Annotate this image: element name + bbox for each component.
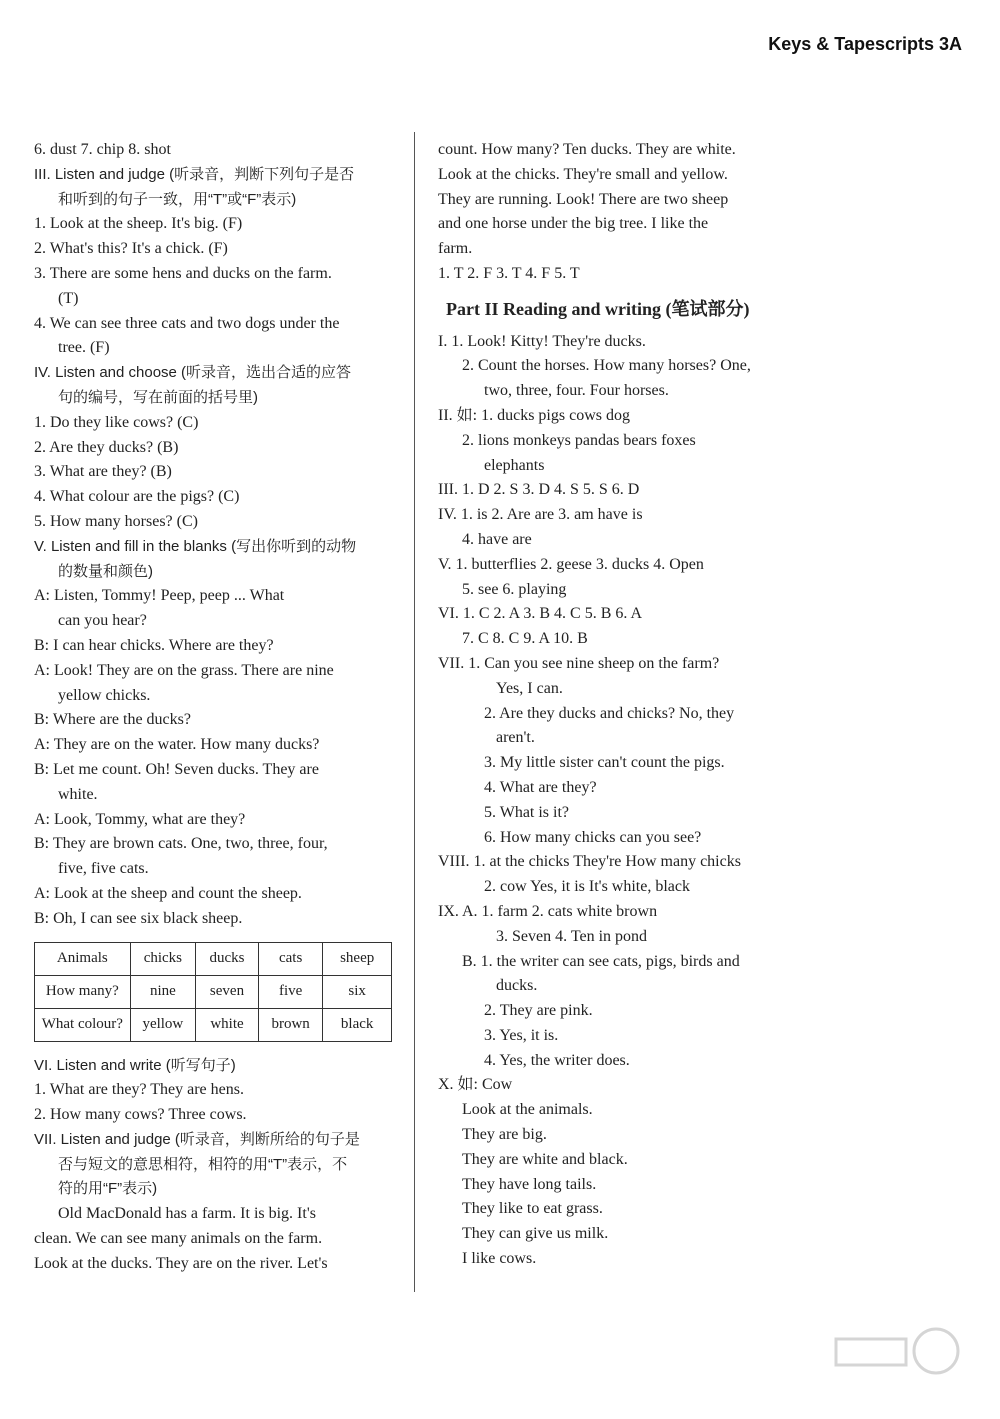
text-line: 2. Are they ducks? (B) [34, 438, 179, 456]
text-line: VIII. 1. at the chicks They're How many chicks [438, 853, 741, 871]
left-column [34, 138, 392, 1277]
text-line: 7. C 8. C 9. A 10. B [462, 630, 588, 648]
right-lines [438, 138, 800, 287]
table-cell: yellow [130, 1008, 195, 1041]
page-header: Keys & Tapescripts 3A [768, 34, 962, 54]
text-line: 2. cow Yes, it is It's white, black [484, 878, 690, 896]
text-line: 3. Seven 4. Ten in pond [496, 927, 648, 945]
table-cell: What colour? [35, 1008, 131, 1041]
table-cell: How many? [35, 975, 131, 1008]
text-line: two, three, four. Four horses. [484, 382, 669, 400]
table-cell: black [323, 1008, 392, 1041]
text-line: 符的用“F”表示) [58, 1180, 158, 1198]
text-line: IV. 1. is 2. Are are 3. am have is [438, 506, 643, 524]
text-line: VII. Listen and judge (听录音，判断所给的句子是 [34, 1130, 360, 1148]
text-line: farm. [438, 240, 473, 258]
left-lines-continued [34, 1054, 392, 1277]
text-line: 和听到的句子一致，用“T”或“F”表示) [58, 190, 297, 208]
text-line: 3. What are they? (B) [34, 463, 172, 481]
text-line: VI. 1. C 2. A 3. B 4. C 5. B 6. A [438, 605, 643, 623]
text-line: B: Oh, I can see six black sheep. [34, 909, 243, 927]
text-line: white. [58, 785, 98, 803]
table-cell: nine [130, 975, 195, 1008]
text-line: X. 如: Cow [438, 1076, 513, 1094]
text-line: 2. How many cows? Three cows. [34, 1106, 247, 1124]
table-cell: five [259, 975, 323, 1008]
text-line: yellow chicks. [58, 686, 151, 704]
text-line: II. 如: 1. ducks pigs cows dog [438, 406, 630, 424]
text-line: B: They are brown cats. One, two, three, four, [34, 835, 328, 853]
text-line: 1. What are they? They are hens. [34, 1081, 244, 1099]
text-line: B. 1. the writer can see cats, pigs, birds and [462, 952, 740, 970]
text-line: 4. Yes, the writer does. [484, 1051, 630, 1069]
text-line: B: Where are the ducks? [34, 711, 191, 729]
text-line: Look at the chicks. They're small and yellow. [438, 165, 728, 183]
text-line: 1. Do they like cows? (C) [34, 413, 199, 431]
text-line: 6. dust 7. chip 8. shot [34, 141, 171, 158]
text-line: They are big. [462, 1126, 547, 1144]
text-line: VI. Listen and write (听写句子) [34, 1056, 236, 1074]
column-divider [414, 132, 415, 1292]
table-cell: ducks [196, 942, 259, 975]
text-line: Yes, I can. [496, 679, 563, 697]
text-line: 5. How many horses? (C) [34, 512, 198, 530]
table-cell: Animals [35, 942, 131, 975]
text-line: V. Listen and fill in the blanks (写出你听到的动物 [34, 537, 357, 555]
table-cell: white [196, 1008, 259, 1041]
text-line: I like cows. [462, 1250, 537, 1268]
text-line: V. 1. butterflies 2. geese 3. ducks 4. Open [438, 555, 704, 573]
watermark-logo [816, 1321, 976, 1401]
text-line: 3. My little sister can't count the pigs. [484, 754, 725, 772]
text-line: A: They are on the water. How many ducks? [34, 736, 320, 754]
text-line: 6. How many chicks can you see? [484, 828, 702, 846]
text-line: 4. What colour are the pigs? (C) [34, 488, 240, 506]
text-line: 4. We can see three cats and two dogs under the [34, 314, 340, 332]
table-row [35, 1008, 392, 1041]
text-line: IV. Listen and choose (听录音，选出合适的应答 [34, 364, 352, 382]
right-lines-continued [438, 330, 800, 1272]
text-line: elephants [484, 456, 545, 474]
text-line: III. 1. D 2. S 3. D 4. S 5. S 6. D [438, 481, 640, 499]
text-line: They can give us milk. [462, 1225, 609, 1243]
text-line: 5. What is it? [484, 803, 570, 821]
text-line: They like to eat grass. [462, 1200, 603, 1218]
text-line: III. Listen and judge (听录音，判断下列句子是否 [34, 165, 355, 183]
text-line: 的数量和颜色) [58, 562, 153, 580]
table-cell: chicks [130, 942, 195, 975]
text-line: IX. A. 1. farm 2. cats white brown [438, 902, 658, 920]
table-cell: sheep [323, 942, 392, 975]
text-line: 2. What's this? It's a chick. (F) [34, 240, 228, 258]
text-line: Old MacDonald has a farm. It is big. It's [58, 1205, 316, 1223]
text-line: count. How many? Ten ducks. They are white. [438, 141, 736, 158]
text-line: 3. Yes, it is. [484, 1026, 559, 1044]
text-line: I. 1. Look! Kitty! They're ducks. [438, 332, 646, 350]
table-row [35, 942, 392, 975]
text-line: B: I can hear chicks. Where are they? [34, 636, 274, 654]
text-line: 1. Look at the sheep. It's big. (F) [34, 215, 243, 233]
text-line: 2. lions monkeys pandas bears foxes [462, 431, 696, 449]
text-line: A: Look, Tommy, what are they? [34, 810, 246, 828]
text-line: 2. Count the horses. How many horses? One, [462, 357, 751, 375]
text-line: Look at the ducks. They are on the river. Let's [34, 1254, 328, 1272]
text-line: They are running. Look! There are two sheep [438, 190, 729, 208]
text-line: 2. Are they ducks and chicks? No, they [484, 704, 735, 722]
text-line: They have long tails. [462, 1175, 597, 1193]
text-line: 4. What are they? [484, 778, 597, 796]
text-line: 否与短文的意思相符，相符的用“T”表示，不 [58, 1155, 348, 1173]
text-line: They are white and black. [462, 1150, 628, 1168]
text-line: 句的编号，写在前面的括号里) [58, 388, 258, 406]
text-line: VII. 1. Can you see nine sheep on the farm? [438, 654, 720, 672]
text-line: tree. (F) [58, 339, 110, 357]
table-cell: brown [259, 1008, 323, 1041]
text-line: aren't. [496, 729, 535, 747]
text-line: A: Look at the sheep and count the sheep. [34, 884, 302, 902]
text-line: 4. have are [462, 530, 532, 548]
text-line: A: Look! They are on the grass. There are nine [34, 661, 334, 679]
text-line: five, five cats. [58, 860, 149, 878]
text-line: B: Let me count. Oh! Seven ducks. They are [34, 760, 319, 778]
text-line: 5. see 6. playing [462, 580, 567, 598]
text-line: (T) [58, 289, 79, 307]
text-line: Look at the animals. [462, 1101, 593, 1119]
table-cell: six [323, 975, 392, 1008]
table-cell: seven [196, 975, 259, 1008]
text-line: clean. We can see many animals on the farm. [34, 1230, 323, 1248]
table-cell: cats [259, 942, 323, 975]
text-line: and one horse under the big tree. I like the [438, 215, 709, 233]
text-line: can you hear? [58, 612, 147, 630]
text-line: A: Listen, Tommy! Peep, peep ... What [34, 587, 285, 605]
answer-table [34, 942, 392, 1042]
part-heading: Part II Reading and writing (笔试部分) [446, 298, 750, 319]
right-column [438, 138, 800, 1272]
table-row [35, 975, 392, 1008]
text-line: ducks. [496, 977, 538, 995]
text-line: 2. They are pink. [484, 1002, 593, 1020]
text-line: 3. There are some hens and ducks on the farm. [34, 264, 332, 282]
text-line: 1. T 2. F 3. T 4. F 5. T [438, 264, 580, 282]
left-lines [34, 138, 392, 932]
